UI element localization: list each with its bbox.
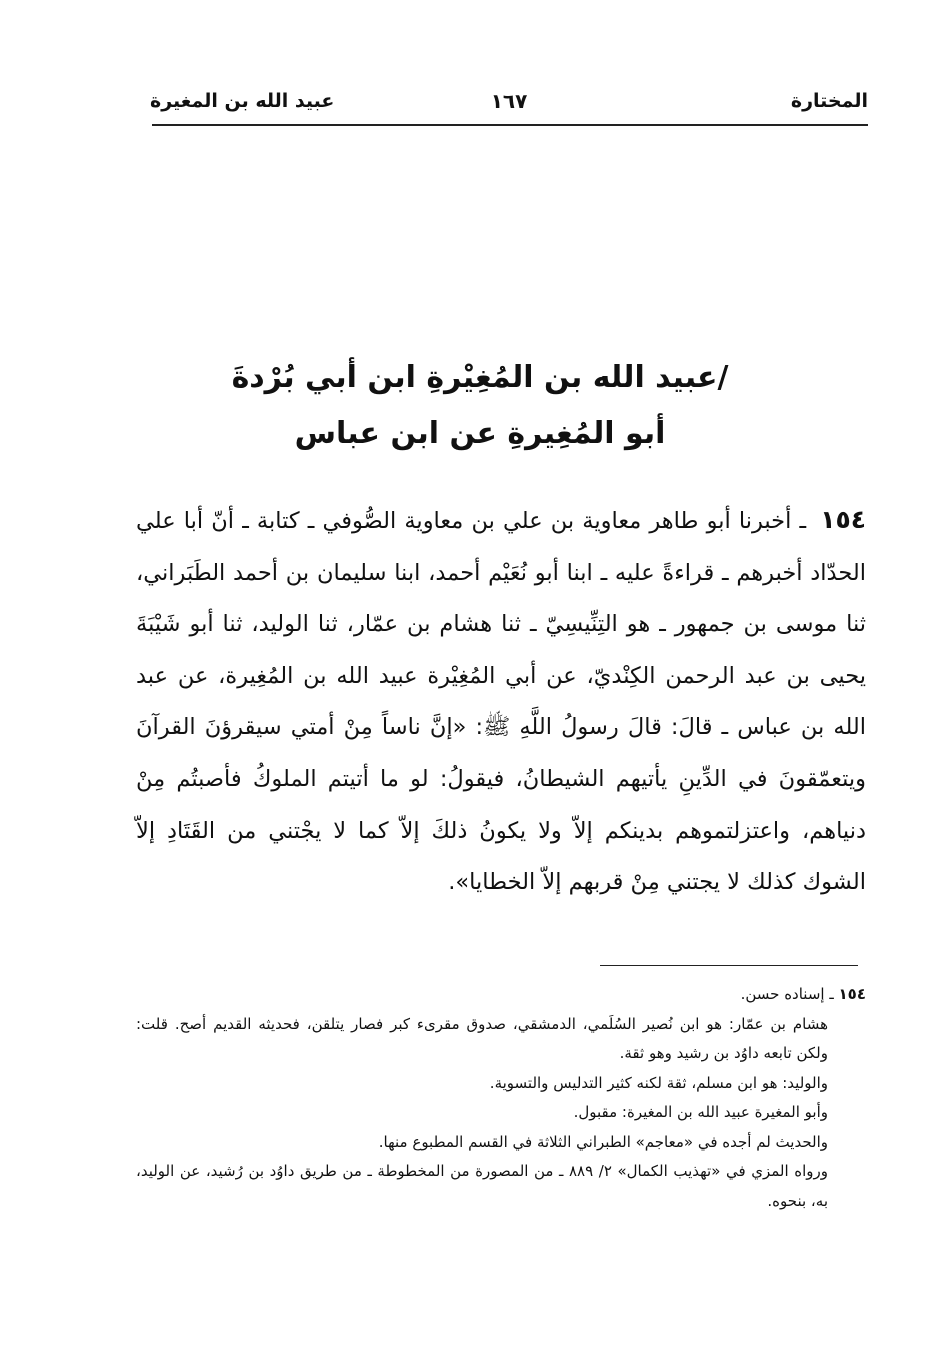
hadith-paragraph <box>136 494 866 909</box>
chapter-heading <box>200 350 760 462</box>
hadith-text: ـ أخبرنا أبو طاهر معاوية بن علي بن معاوية الصُّوفي ـ كتابة ـ أنّ أبا علي الحدّاد أخبرهم ـ قراءةً عليه ـ ابنا أبو نُعَيْم أحمد، ابنا سليمان بن أحمد الطَبَراني، ثنا موسى بن جمهور ـ هو التِنِّيسِيّ ـ ثنا هشام بن عمّار، ثنا الوليد، ثنا أبو شَيْبَةَ يحيى بن عبد الرحمن الكِنْديّ، عن أبي المُغِيْرة عبيد الله بن المُغِيرة، عن عبد الله بن عباس ـ قالَ: قالَ رسولُ اللَّهِ ﷺ: «إنَّ ناساً مِنْ أمتي سيقرؤنَ القرآنَ ويتعمّقونَ في الدِّينِ يأتيهم الشيطانُ، فيقولُ: لو ما أتيتم الملوكُ فأصبتُم مِنْ دنياهم، واعتزلتموهم بدينكم إلاّ ولا يكونُ ذلكَ إلاّ كما لا يجْتني من القَتَادِ إلاّ الشوك كذلك لا يجتني مِنْ قربهم إلاّ الخطايا». <box>136 508 866 896</box>
footnote-number: ١٥٤ <box>838 985 866 1003</box>
section-title: عبيد الله بن المغيرة <box>150 90 335 112</box>
chapter-heading-line-2: أبو المُغِيرةِ عن ابن عباس <box>294 416 666 451</box>
footnote-line: ورواه المزي في «تهذيب الكمال» ٢/ ٨٨٩ ـ من المصورة من المخطوطة ـ من طريق داوُد بن رُشيد، عن الوليد، به، بنحوه. <box>136 1162 828 1210</box>
footnotes <box>136 980 866 1216</box>
footnote-line: وأبو المغيرة عبيد الله بن المغيرة: مقبول. <box>573 1103 828 1121</box>
page-number: ١٦٧ <box>490 89 528 113</box>
chapter-heading-line-1: /عبيد الله بن المُغِيْرةِ ابن أبي بُرْدةَ <box>231 360 729 395</box>
footnote-line: والوليد: هو ابن مسلم، ثقة لكنه كثير التدليس والتسوية. <box>489 1073 828 1092</box>
hadith-number: ١٥٤ <box>820 505 866 534</box>
footnote-line <box>136 980 866 1010</box>
footnote-text: ـ إسناده حسن. <box>740 985 834 1003</box>
footnote-line: هشام بن عمّار: هو ابن نُصير السُلَمي، الدمشقي، صدوق مقرىء كبر فصار يتلقن، فحديثه القديم أصح. قلت: ولكن تابعه داوُد بن رشيد وهو ثقة. <box>136 1014 828 1062</box>
footnote-line: والحديث لم أجده في «معاجم» الطبراني الثلاثة في القسم المطبوع منها. <box>378 1132 828 1151</box>
header-rule <box>152 124 868 126</box>
footnote-rule <box>600 965 858 966</box>
running-head <box>150 86 868 126</box>
book-title: المختارة <box>790 90 868 112</box>
